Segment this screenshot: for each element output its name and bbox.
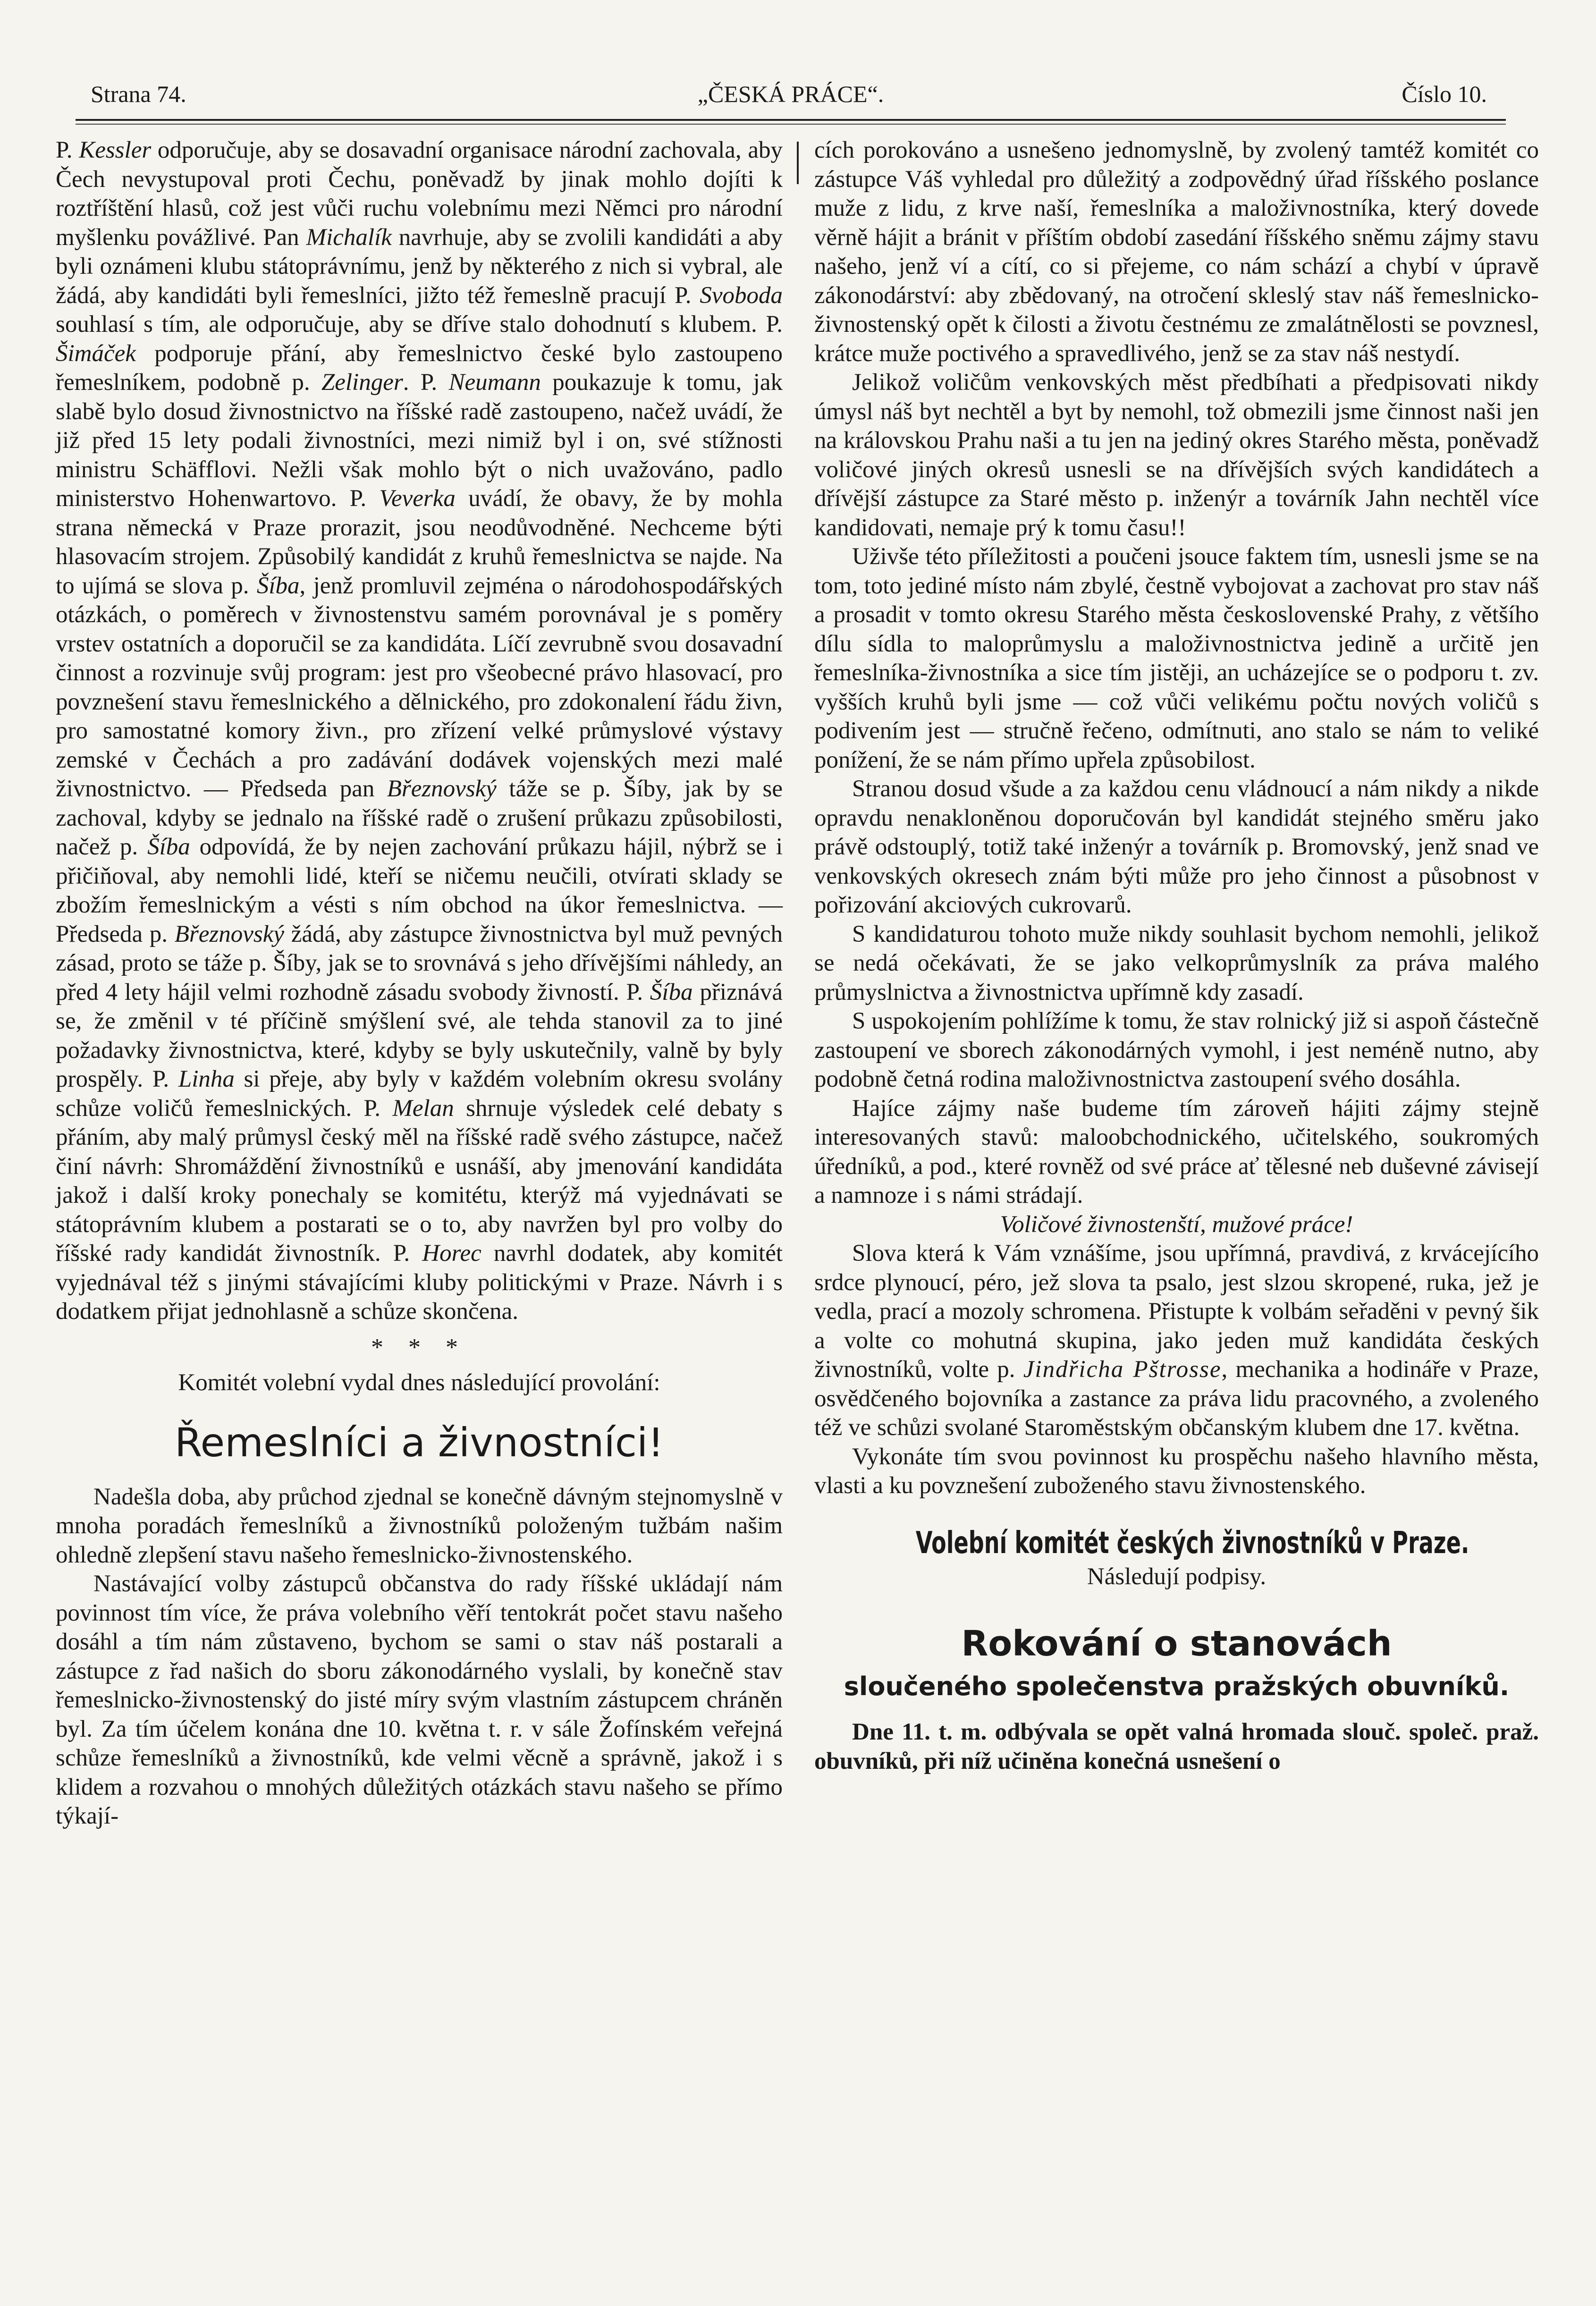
committee-line: Komitét volební vydal dnes následující provolání: — [178, 1369, 660, 1396]
section-subtitle: sloučeného společenstva pražských obuvníků. — [844, 1671, 1510, 1701]
proclamation-paragraph: S kandidaturou tohoto muže nikdy souhlasit bychom nemohli, jelikož se nedá očekávati, že se jako velkoprůmyslník za práva malého průmyslnictva a živnostnictva upřímně kdy zasadí. — [814, 921, 1539, 1005]
journal-title: „ČESKÁ PRÁCE“. — [697, 81, 884, 107]
section-paragraph: Dne 11. t. m. odbývala se opět valná hromada slouč. společ. praž. obuvníků, při níž učiněna konečná usnešení o — [814, 1719, 1539, 1774]
signatures-note: Následují podpisy. — [1087, 1563, 1267, 1590]
section-title: Rokování o stanovách — [961, 1623, 1392, 1664]
proclamation-paragraph: Jelikož voličům venkovských měst předbíhati a předpisovati nikdy úmysl náš byt nechtěl a byt by nemohl, tož obmezili jsme činnost naši jen na královskou Prahu naši a tu jen na jediný okres Starého města, poněvadž voličové jiných okresů usnesli se na dřívějších svých kandidátech a dřívější zástupce za Staré město p. inženýr a továrník Jahn nechtěl více kandidovati, nemaje prý k tomu času!! — [814, 369, 1539, 541]
header-rule-thin — [76, 124, 1506, 125]
committee-signature: Volební komitét českých živnostníků v Praze. — [915, 1525, 1469, 1561]
proclamation-paragraph: Stranou dosud všude a za každou cenu vládnoucí a nám nikdy a nikde opravdu nenakloněnou doporučován byl kandidát stejného směru jako právě odstouplý, totiž také inženýr a továrník p. Bromovský, jenž snad ve venkovských okresech znám býti může pro jeho činnost a působnost v pořizování akciových cukrovarů. — [814, 776, 1539, 918]
section-separator: * * * — [371, 1334, 467, 1361]
page-header — [76, 80, 1506, 123]
proclamation-paragraph: Slova která k Vám vznášíme, jsou upřímná, pravdivá, z krvácejícího srdce plynoucí, péro, jež slova ta psalo, jest slzou skropené, ruka, jež je vedla, prací a mozoly schromena. Přistupte k volbám seřaděni v pevný šik a volte co mohutná skupina, jako jeden muž kandidáta českých živnostníků, volte p. Jindřicha Pštrosse, mechanika a hodináře v Praze, osvědčeného bojovníka a zastance za práva lidu pracovného, a zvoleného též ve schůzi svolané Staroměstským občanským klubem dne 17. května. — [814, 1240, 1539, 1441]
right-column — [814, 136, 1539, 1776]
proclamation-paragraph: Uživše této příležitosti a poučeni jsouce faktem tím, usnesli jsme se na tom, toto jediné místo nám zbylé, čestně vybojovat a zachovat pro stav náš a prosadit v tomto okresu Starého města československé Prahy, z většího dílu sídla to maloprůmyslu a maloživnostnictva jedině a určitě jen řemeslníka-živnostníka a sice tím jistěji, an ucházejíce se o podporu t. zv. vyšších kruhů byli jsme — což vůči velikému počtu nových voličů s podivením jest — stručně řečeno, odmítnuti, ano stalo se nám to veliké ponížení, že se nám přímo upřela způsobilost. — [814, 543, 1539, 773]
proclamation-paragraph: Nastávající volby zástupců občanstva do rady říšské ukládají nám povinnost tím více, že práva volebního věří tentokrát počet stavu našeho dosáhl a tím nám zůstaveno, bychom se sami o stav náš postarali a zástupce z řad našich do sboru zákonodárného vyslali, by konečně stav řemeslnicko-živnostenský do jisté míry svým vlastním zástupcem chráněn byl. Za tím účelem konána dne 10. května t. r. v sále Žofínském veřejná schůze řemeslníků a živnostníků, kde velmi věcně a správně, jakož i s klidem a rozvahou o mnohých důležitých otázkách stavu našeho se přímo týkají- — [56, 1571, 783, 1829]
voters-call: Voličové živnostenští, mužové práce! — [1000, 1211, 1353, 1238]
proclamation-paragraph: Vykonáte tím svou povinnost ku prospěchu našeho hlavního města, vlasti a ku povznešení zuboženého stavu živnostenského. — [814, 1443, 1539, 1499]
page-number: Strana 74. — [91, 81, 186, 107]
proclamation-paragraph: S uspokojením pohlížíme k tomu, že stav rolnický již si aspoň částečně zastoupení ve sborech zákonodárných vymohl, i jest neméně nutno, aby podobně četná rodina maloživnostnictva zastoupení svého dosáhla. — [814, 1008, 1539, 1092]
header-rule — [76, 119, 1506, 121]
issue-number: Číslo 10. — [1402, 81, 1487, 107]
proclamation-paragraph: Hajíce zájmy naše budeme tím zároveň hájiti zájmy stejně interesovaných stavů: maloobchodnického, učitelského, soukromých úředníků, a pod., které rovněž od své práce ať tělesné neb duševné závisejí a namnoze i s námi strádají. — [814, 1095, 1539, 1208]
meeting-report-paragraph: P. Kessler odporučuje, aby se dosavadní organisace národní zachovala, aby Čech nevystupoval proti Čechu, poněvadž by jinak mohlo dojíti k roztříštění hlasů, což jest vůči ruchu volebnímu mezi Němci pro národní myšlenku povážlivé. Pan Michalík navrhuje, aby se zvolili kandidáti a aby byli oznámeni klubu státoprávnímu, jenž by některého z nich si vybral, ale žádá, aby kandidáti byli řemeslníci, jižto též řemeslně pracují P. Svoboda souhlasí s tím, ale odporučuje, aby se dříve stalo dohodnutí s klubem. P. Šimáček podporuje přání, aby řemeslnictvo české bylo zastoupeno řemeslníkem, podobně p. Zelinger. P. Neumann poukazuje k tomu, jak slabě bylo dosud živnostnictvo na říšské radě zastoupeno, načež uvádí, že již před 15 lety podali živnostníci, mezi nimiž byl i on, své stížnosti ministru Schäfflovi. Nežli však mohlo být o nich uvažováno, padlo ministerstvo Hohenwartovo. P. Veverka uvádí, že obavy, že by mohla strana německá v Praze prorazit, jsou neodůvodněné. Nechceme býti hlasovacím strojem. Způsobilý kandidát z kruhů řemeslnictva se najde. Na to ujímá se slova p. Šíba, jenž promluvil zejména o národohospodářských otázkách, o poměrech v živnostenstvu samém porovnával je s poměry vrstev ostatních a doporučil se za kandidáta. Líčí zevrubně svou dosavadní činnost a rozvinuje svůj program: jest pro všeobecné právo hlasovací, pro povznešení stavu řemeslnického a dělnického, pro zdokonalení řádu živn, pro samostatné komory živn., pro zřízení velké průmyslové výstavy zemské v Čechách a pro zadávání dodávek vojenských mezi malé živnostnictvo. — Předseda pan Březnovský táže se p. Šíby, jak by se zachoval, kdyby se jednalo na říšské radě o zrušení průkazu způsobilosti, načež p. Šíba odpovídá, že by nejen zachování průkazu hájil, nýbrž se i přičiňoval, aby nemohli lidé, kteří se ničemu neučili, otvírati sklady se zbožím řemeslnickým a vésti s ním obchod na úkor řemeslnictva. — Předseda p. Březnovský žádá, aby zástupce živnostnictva byl muž pevných zásad, proto se táže p. Šíby, jak se to srovnává s jeho dřívějšími náhledy, an před 4 lety hájil velmi rozhodně zásadu svobody živností. P. Šíba přiznává se, že změnil v té příčině smýšlení své, ale tehda stanovil za to jiné požadavky živnostnictva, které, kdyby se byly uskutečnily, valně by byly prospěly. P. Linha si přeje, aby byly v každém volebním okresu svolány schůze voličů řemeslnických. P. Melan shrnuje výsledek celé debaty s přáním, aby malý průmysl český měl na říšské radě svého zástupce, načež činí návrh: Shromáždění živnostníků e usnáší, aby jmenování kandidáta jakož i další kroky ponechaly se komitétu, kterýž má vyjednávati se státoprávním klubem a postarati se o to, aby navržen byl pro volby do říšské rady kandidát živnostník. P. Horec navrhl dodatek, aby komitét vyjednával též s jinými stávajícími kluby politickými v Praze. Návrh i s dodatkem přijat jednohlasně a schůze skončena. — [56, 137, 783, 1325]
proclamation-paragraph: Nadešla doba, aby průchod zjednal se konečně dávným stejnomyslně v mnoha poradách řemeslníků a živnostníků položeným tužbám našim ohledně zlepšení stavu našeho řemeslnicko-živnostenského. — [56, 1483, 783, 1568]
left-column — [56, 136, 783, 1831]
proclamation-title: Řemeslníci a živnostníci! — [174, 1419, 664, 1466]
candidate-name: Jindřicha Pštrosse — [1023, 1356, 1222, 1383]
proclamation-paragraph: cích porokováno a usnešeno jednomyslně, by zvolený tamtéž komitét co zástupce Váš vyhledal pro důležitý a zodpovědný úřad říšského poslance muže z lidu, z krve naší, řemeslníka a maloživnostníka, který dovede věrně hájit a bránit v příštím období zasedání říšského sněmu zájmy stavu našeho, jenž ví a cítí, co si přejeme, co nám schází a chybí v úpravě zákonodárství: aby zbědovaný, na otročení skleslý stav náš řemeslnicko-živnostenský opět k čilosti a životu čestnému ze zmalátnělosti se povznesl, krátce muže poctivého a spravedlivého, jenž se za stav náš nestydí. — [814, 137, 1539, 367]
column-divider — [797, 142, 799, 184]
